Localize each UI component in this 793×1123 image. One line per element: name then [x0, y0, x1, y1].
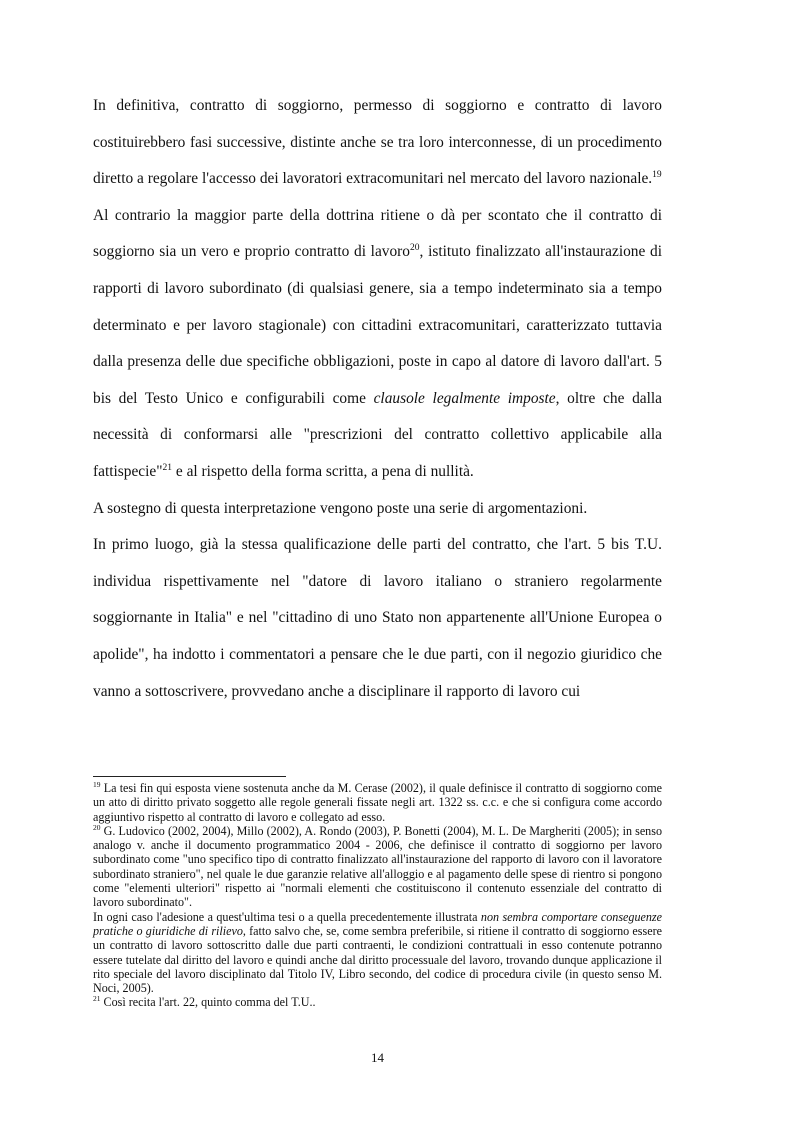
footnote-ref-21[interactable]: 21: [162, 461, 173, 473]
footnote-20-continued: In ogni caso l'adesione a quest'ultima tesi o a quella precedentemente illustrata non sembra comportare conseguenze pratiche o giuridiche di rilievo, fatto salvo che, se, come sembra preferibile, si ritiene il contratto di soggiorno essere un contratto di lavoro sottoscritto dalle due parti contraenti, le condizioni contrattuali in esso contenute potranno essere tutelate dal diritto del lavoro e quindi anche dal diritto processuale del lavoro, trovando dunque applicazione il rito speciale del lavoro disciplinato dal Titolo IV, Libro secondo, del codice di procedura civile (in questo senso M. Noci, 2005).: [93, 909, 662, 996]
footnote-ref-19[interactable]: 19: [652, 169, 662, 181]
emphasis-clausole: clausole legalmente imposte: [373, 389, 556, 407]
footnote-ref-20[interactable]: 20: [410, 242, 420, 254]
page-body: [93, 88, 662, 710]
emphasis-conseguenze: non sembra comportare conseguenze pratiche o giuridiche di rilievo: [93, 909, 662, 938]
paragraph-4: In primo luogo, già la stessa qualificazione delle parti del contratto, che l'art. 5 bis T.U. individua rispettivamente nel "datore di lavoro italiano o straniero regolarmente soggiornante in Italia" e nel "cittadino di uno Stato non appartenente all'Unione Europea o apolide", ha indotto i commentatori a pensare che le due parti, con il negozio giuridico che vanno a sottoscrivere, provvedano anche a disciplinare il rapporto di lavoro cui: [93, 536, 662, 700]
footnote-number: 19: [93, 779, 101, 789]
footnote-number: 21: [93, 994, 101, 1004]
footnote-21: $^{21}$ Così recita l'art. 22, quinto comma del T.U..: [93, 994, 316, 1010]
footnote-20: $^{20}$ G. Ludovico (2002, 2004), Millo (2002), A. Rondo (2003), P. Bonetti (2004), M. L. De Margheriti (2005); in senso analogo v. anche il documento programmatico 2004 - 2006, che definisce il contratto di soggiorno per lavoro subordinato come "uno specifico tipo di contratto finalizzato all'instaurazione del rapporto di lavoro con il lavoratore subordinato straniero", nel quale le due garanzie relative all'alloggio e al pagamento delle spese di rientro si pongono come "elementi ulteriori" rispetto ai "normali elementi che costituiscono il contenuto essenziale del contratto di lavoro subordinato".: [93, 822, 662, 910]
footnote-19: $^{19}$ La tesi fin qui esposta viene sostenuta anche da M. Cerase (2002), il quale definisce il contratto di soggiorno come un atto di diritto privato soggetto alle regole generali fissate negli art. 1322 ss. c.c. e che si configura come accordo aggiuntivo rispetto al contratto di lavoro e collegato ad esso.: [93, 779, 662, 824]
footnote-number: 20: [93, 822, 101, 832]
paragraph-3: A sostegno di questa interpretazione vengono poste una serie di argomentazioni.: [93, 499, 588, 517]
paragraph-1: In definitiva, contratto di soggiorno, permesso di soggiorno e contratto di lavoro costituirebbero fasi successive, distinte anche se tra loro interconnesse, di un procedimento diretto a regolare l'accesso dei lavoratori extracomunitari nel mercato del lavoro nazionale.$^{19}$: [93, 97, 662, 188]
paragraph-2: Al contrario la maggior parte della dottrina ritiene o dà per scontato che il contratto di soggiorno sia un vero e proprio contratto di lavoro$^{20}$, istituto finalizzato all'instaurazione di rapporti di lavoro subordinato (di qualsiasi genere, sia a tempo indeterminato sia a tempo determinato e per lavoro stagionale) con cittadini extracomunitari, caratterizzato tuttavia dalla presenza delle due specifiche obbligazioni, poste in capo al datore di lavoro dall'art. 5 bis del Testo Unico e configurabili come clausole legalmente imposte, oltre che dalla necessità di conformarsi alle "prescrizioni del contratto collettivo applicabile alla fattispecie"$^{21}$ e al rispetto della forma scritta, a pena di nullità.: [93, 206, 662, 480]
footnotes: [93, 781, 662, 1010]
body-text: [93, 88, 662, 710]
footnote-separator: [93, 776, 286, 777]
page-number: 14: [371, 1050, 384, 1065]
